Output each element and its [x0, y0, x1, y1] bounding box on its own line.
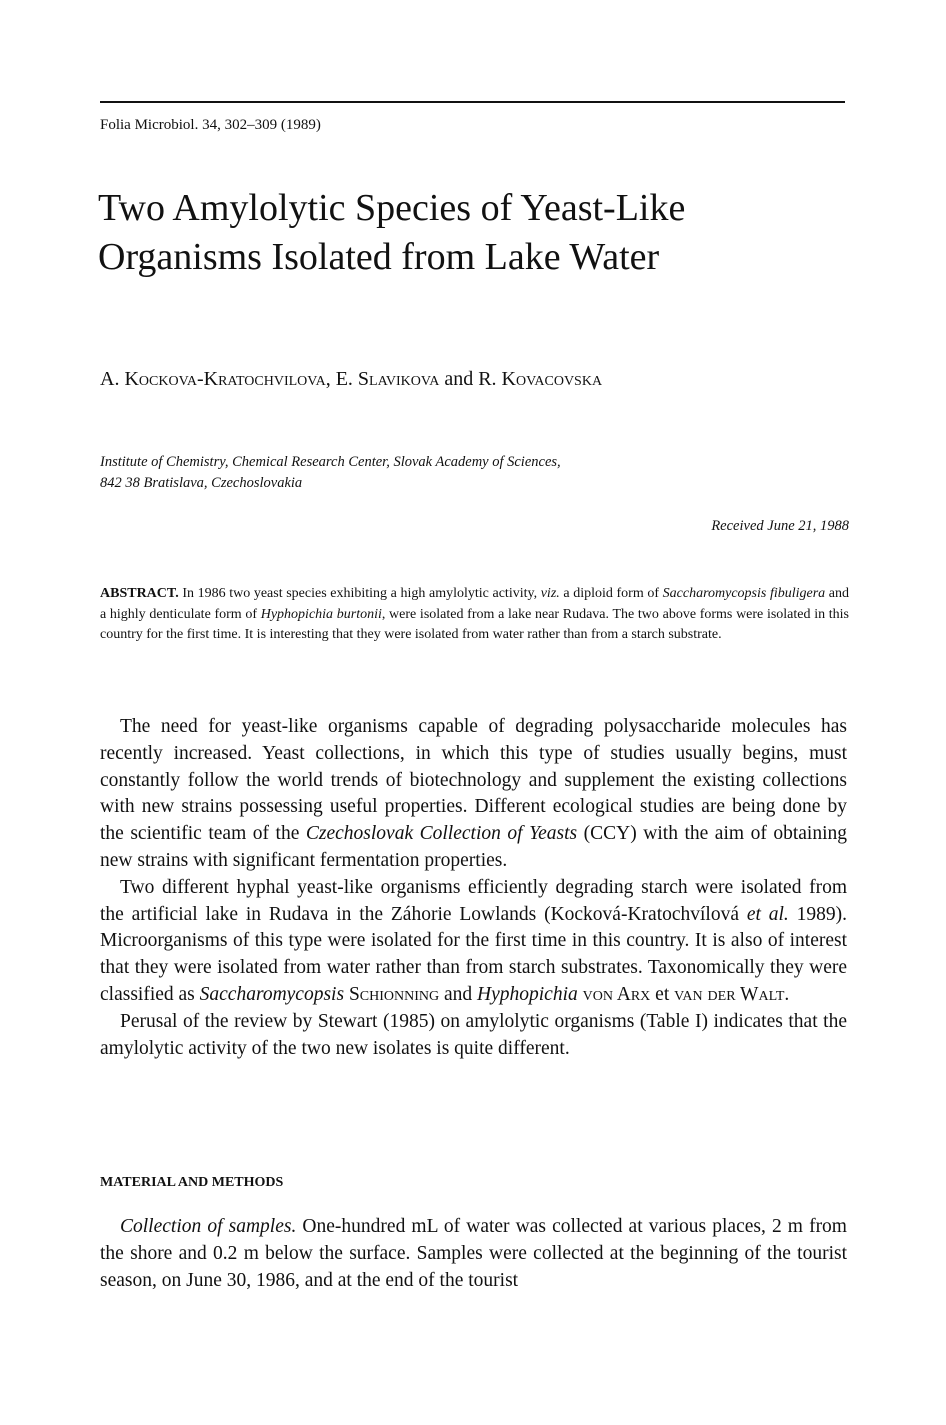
introduction: [100, 714, 847, 1062]
author-separator-2: and R.: [439, 368, 502, 390]
journal-citation: Folia Microbiol. 34, 302–309 (1989): [100, 117, 321, 133]
author-separator-1: , E.: [325, 368, 358, 390]
paragraph-text: One-hundred mL of water was collected at various places, 2 m from the shore and 0.2 m below the surface. Samples were collected at the beginning of the tourist season, on June 30, 1986, and at the end of the tourist: [100, 1216, 847, 1291]
paragraph-text: et: [650, 983, 675, 1005]
taxon-author: von Arx: [577, 983, 651, 1005]
abstract-text: and a highly denticulate form of: [100, 586, 850, 622]
abstract-label: ABSTRACT.: [100, 586, 179, 601]
author-list: [100, 368, 602, 391]
paragraph-4: [100, 1214, 847, 1294]
genus-name: Saccharomycopsis: [199, 983, 345, 1005]
author-initial-1: A.: [100, 368, 125, 390]
received-date: Received June 21, 1988: [711, 518, 849, 534]
paragraph-text: and: [439, 983, 478, 1005]
paragraph-text: .: [784, 983, 790, 1005]
paragraph-text: Two different hyphal yeast-like organisms efficiently degrading starch were isolated from the artificial lake in Rudava in the Záhorie Lowlands (Kocková-Kratochvílová: [100, 876, 847, 925]
paragraph-text: 1989). Microorganisms of this type were isolated for the first time in this country. It is also of interest that they were isolated from water rather than from starch substrates. Taxonomically they were classified as: [100, 903, 847, 1005]
affiliation: [100, 452, 561, 494]
abstract-text: In 1986 two yeast species exhibiting a high amylolytic activity,: [178, 586, 541, 601]
abstract-text: , were isolated from a lake near Rudava. The two above forms were isolated in this country for the first time. It is interesting that they were isolated from water rather than from a starch substrate.: [100, 606, 849, 642]
paragraph-1: [100, 714, 847, 875]
author-name-3: Kovacovska: [501, 368, 603, 390]
taxon-author: van der Walt: [674, 983, 785, 1005]
abstract-text: a diploid form of: [559, 586, 663, 601]
affiliation-line-1: Institute of Chemistry, Chemical Research Center, Slovak Academy of Sciences,: [100, 454, 561, 470]
abstract-viz: viz.: [540, 586, 560, 601]
author-name-2: Slavikova: [357, 368, 440, 390]
author-name-1: Kockova-Kratochvilova: [124, 368, 326, 390]
paragraph-text: The need for yeast-like organisms capable of degrading polysaccharide molecules has recently increased. Yeast collections, in which this type of studies usually begins, must constantly follow the world trends of biotechnology and supplement the existing collections with new strains possessing useful properties. Different ecological studies are being done by the scientific team of the: [100, 716, 847, 845]
paragraph-3: Perusal of the review by Stewart (1985) on amylolytic organisms (Table I) indicates that the amylolytic activity of the two new isolates is quite different.: [100, 1010, 847, 1059]
paper-title: Two Amylolytic Species of Yeast-Like Organisms Isolated from Lake Water: [98, 187, 686, 278]
subsection-lead: Collection of samples.: [120, 1216, 297, 1237]
collection-name: Czechoslovak Collection of Yeasts: [305, 823, 578, 845]
paragraph-text: (CCY) with the aim of obtaining new strains with significant fermentation properties.: [100, 823, 847, 871]
genus-name: Hyphopichia: [477, 983, 578, 1005]
section-heading: MATERIAL AND METHODS: [100, 1175, 284, 1190]
et-al: et al.: [746, 903, 789, 925]
species-name: Saccharomycopsis fibuligera: [662, 586, 826, 601]
abstract: [100, 584, 849, 646]
header-rule: [100, 101, 845, 103]
paragraph-2: [100, 875, 847, 1009]
methods: [100, 1214, 847, 1294]
species-name: Hyphopichia burtonii: [260, 606, 382, 622]
taxon-author: Schionning: [344, 983, 440, 1005]
affiliation-line-2: 842 38 Bratislava, Czechoslovakia: [100, 475, 303, 491]
